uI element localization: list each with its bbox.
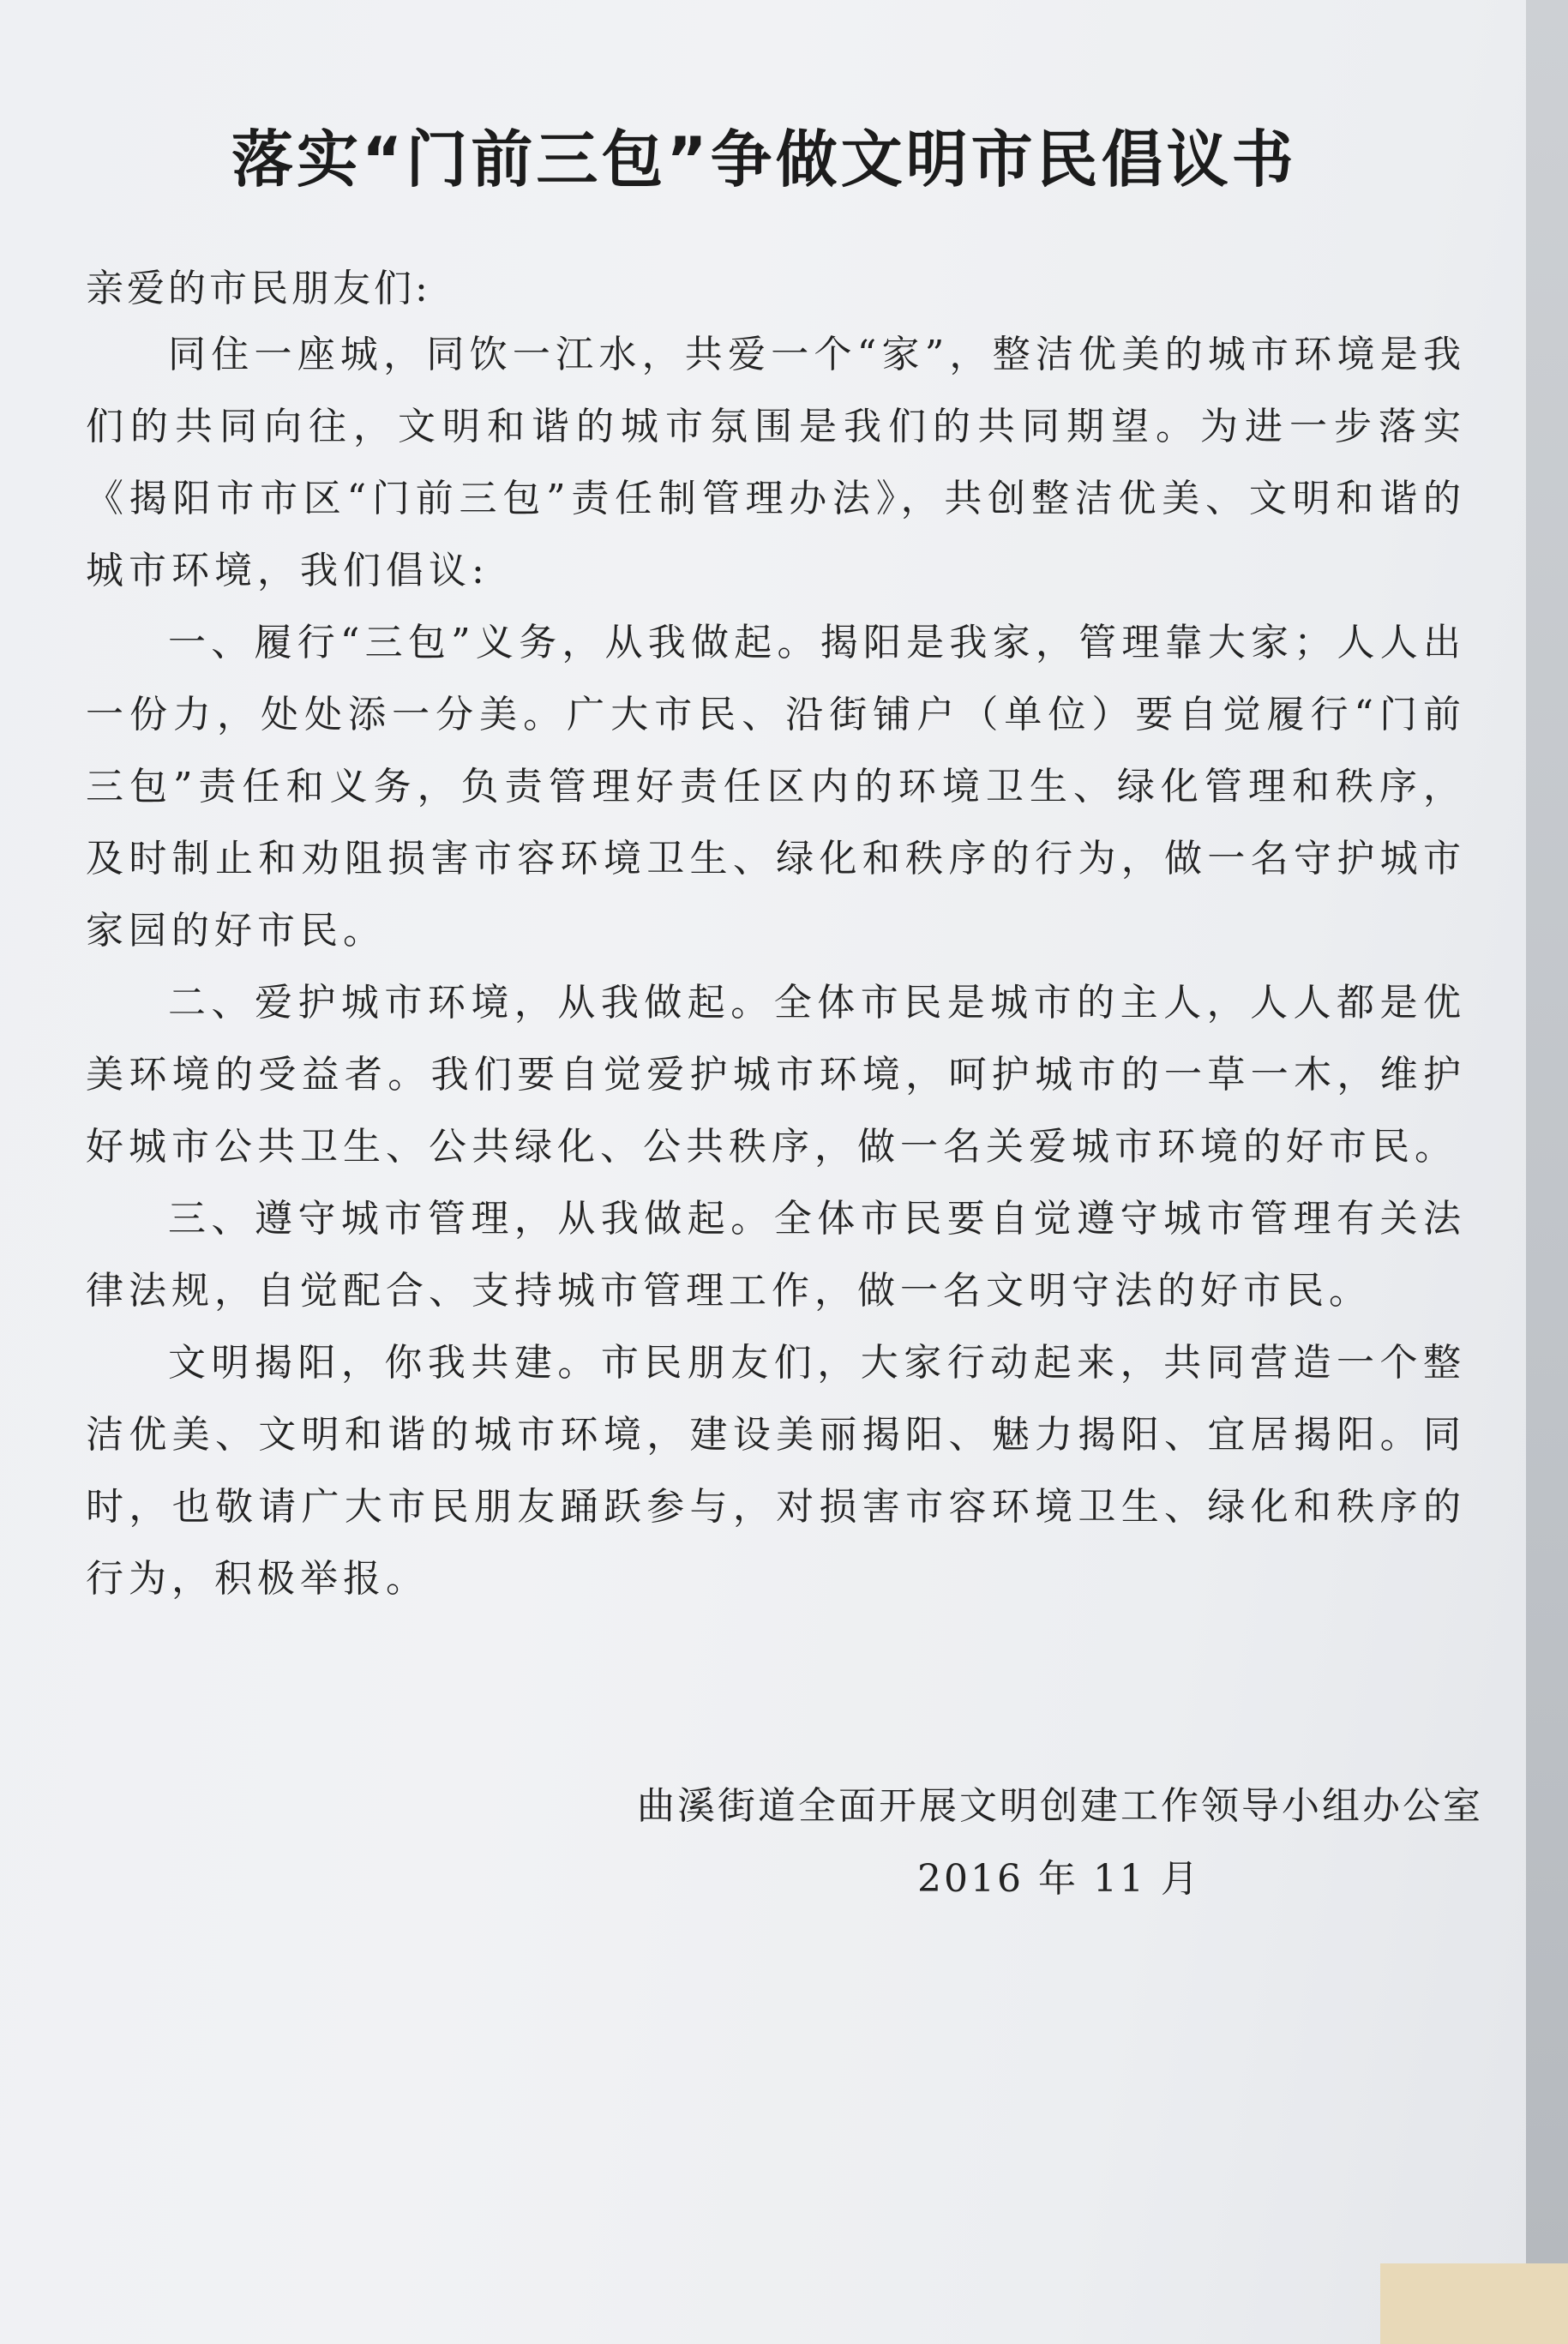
paragraph-closing: 文明揭阳，你我共建。市民朋友们，大家行动起来，共同营造一个整洁优美、文明和谐的城市环境，建设美丽揭阳、魅力揭阳、宜居揭阳。同时，也敬请广大市民朋友踊跃参与，对损害市容环境卫生、绿化和秩序的行为，积极举报。 <box>86 1341 1466 1601</box>
salutation: 亲爱的市民朋友们: <box>86 267 431 310</box>
issuer-signature: 曲溪街道全面开展文明创建工作领导小组办公室 <box>637 1784 1483 1828</box>
document-body <box>86 319 1466 1615</box>
document-title: 落实“门前三包”争做文明市民倡议书 <box>231 123 1297 195</box>
paragraph-item-3: 三、遵守城市管理，从我做起。全体市民要自觉遵守城市管理有关法律法规，自觉配合、支持城市管理工作，做一名文明守法的好市民。 <box>86 1197 1466 1313</box>
paragraph-item-1: 一、履行“三包”义务，从我做起。揭阳是我家，管理靠大家；人人出一份力，处处添一分美。广大市民、沿街铺户（单位）要自觉履行“门前三包”责任和义务，负责管理好责任区内的环境卫生、绿化管理和秩序，及时制止和劝阻损害市容环境卫生、绿化和秩序的行为，做一名守护城市家园的好市民。 <box>86 621 1466 953</box>
paragraph-item-2: 二、爱护城市环境，从我做起。全体市民是城市的主人，人人都是优美环境的受益者。我们要自觉爱护城市环境，呵护城市的一草一木，维护好城市公共卫生、公共绿化、公共秩序，做一名关爱城市环境的好市民。 <box>86 981 1466 1169</box>
paragraph-intro: 同住一座城，同饮一江水，共爱一个“家”，整洁优美的城市环境是我们的共同向往，文明和谐的城市氛围是我们的共同期望。为进一步落实《揭阳市市区“门前三包”责任制管理办法》，共创整洁优美、文明和谐的城市环境，我们倡议: <box>86 333 1466 592</box>
background-surface <box>1526 0 1568 2344</box>
table-corner <box>1380 2263 1568 2344</box>
issue-date: 2016 年 11 月 <box>917 1857 1201 1901</box>
